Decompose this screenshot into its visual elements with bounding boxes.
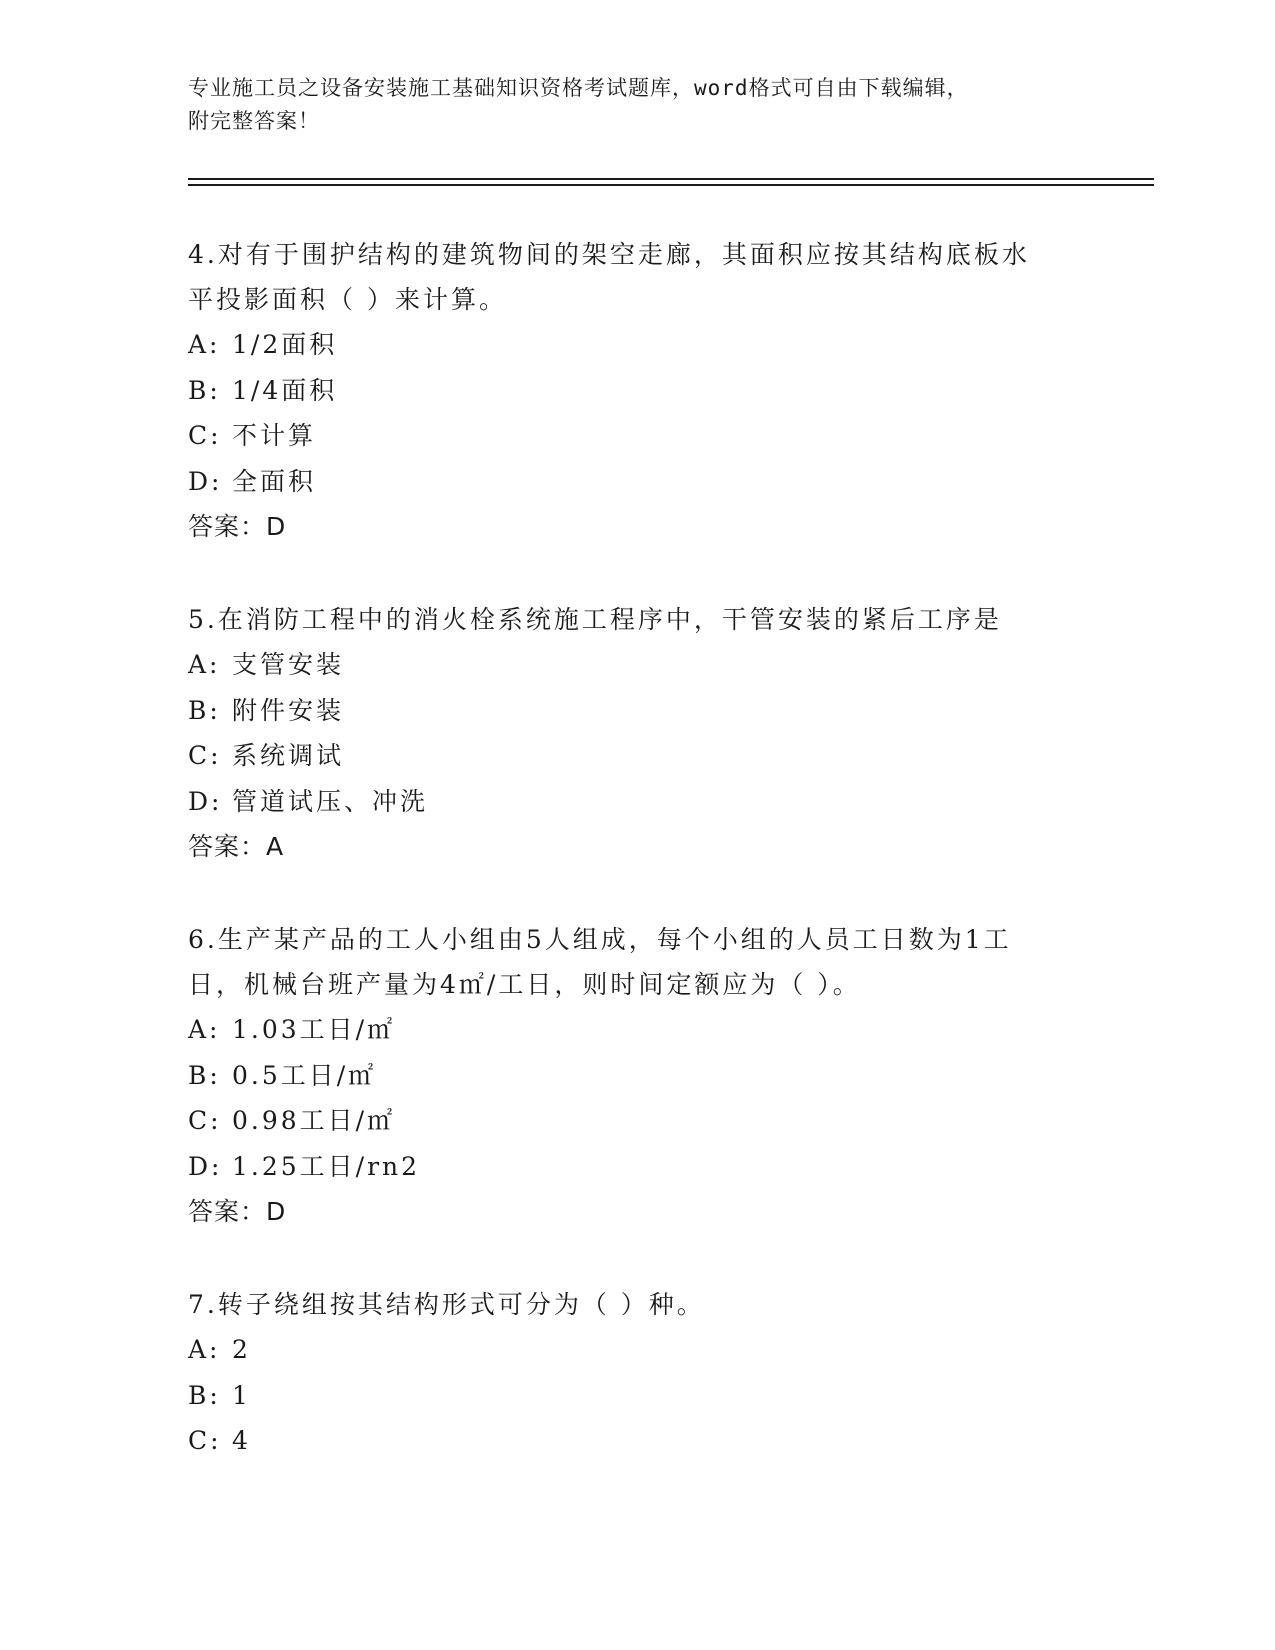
question-7 [188, 1282, 1088, 1464]
header-line-2: 附完整答案！ [188, 109, 320, 133]
option-c [188, 413, 1088, 459]
question-stem-line: 日，机械台班产量为4㎡/工日，则时间定额应为（ ）。 [188, 970, 861, 999]
option-text: 1.25工日/rn2 [232, 1151, 421, 1181]
option-a [188, 1007, 1088, 1053]
option-text: 支管安装 [232, 650, 345, 679]
option-a [188, 642, 1088, 688]
option-letter: A: [188, 1015, 221, 1044]
option-letter: B: [188, 695, 221, 725]
option-letter: C: [188, 1426, 222, 1455]
option-letter: D: [188, 466, 223, 496]
option-text: 0.98工日/㎡ [232, 1106, 396, 1135]
option-letter: B: [188, 1060, 221, 1090]
option-b [188, 1053, 1088, 1099]
option-text: 全面积 [232, 466, 317, 496]
option-c [188, 733, 1088, 779]
option-letter: B: [188, 375, 221, 405]
answer-line: 答案：D [188, 512, 287, 541]
question-6 [188, 917, 1088, 1235]
option-text: 管道试压、冲洗 [232, 786, 429, 816]
option-letter: C: [188, 741, 222, 770]
option-c [188, 1418, 1088, 1464]
option-letter: C: [188, 421, 222, 450]
option-b [188, 1373, 1088, 1419]
option-text: 1/2面积 [232, 330, 338, 359]
option-text: 1.03工日/㎡ [232, 1015, 396, 1044]
answer-line: 答案：D [188, 1197, 287, 1226]
question-stem-line: 6.生产某产品的工人小组由5人组成，每个小组的人员工日数为1工 [188, 925, 1012, 954]
option-text: 4 [232, 1426, 251, 1455]
question-stem-line: 平投影面积（ ）来计算。 [188, 285, 507, 314]
option-text: 附件安装 [232, 695, 345, 725]
option-letter: A: [188, 1335, 221, 1364]
option-letter: D: [188, 1151, 223, 1181]
option-text: 系统调试 [232, 741, 345, 770]
question-4 [188, 232, 1088, 550]
option-d [188, 1144, 1088, 1190]
option-letter: B: [188, 1380, 221, 1410]
option-b [188, 688, 1088, 734]
header-divider-bottom [188, 184, 1154, 186]
option-text: 1/4面积 [232, 375, 338, 405]
option-a [188, 1327, 1088, 1373]
option-d [188, 459, 1088, 505]
option-letter: C: [188, 1106, 222, 1135]
option-d [188, 779, 1088, 825]
header-line-1: 专业施工员之设备安装施工基础知识资格考试题库，word格式可自由下载编辑， [188, 76, 969, 100]
option-letter: D: [188, 786, 223, 816]
question-stem-line: 4.对有于围护结构的建筑物间的架空走廊，其面积应按其结构底板水 [188, 240, 1030, 269]
option-letter: A: [188, 650, 221, 679]
header-divider-top [188, 178, 1154, 180]
option-text: 2 [232, 1335, 251, 1364]
option-text: 0.5工日/㎡ [232, 1060, 377, 1090]
option-text: 不计算 [232, 421, 317, 450]
question-5 [188, 597, 1088, 870]
option-letter: A: [188, 330, 221, 359]
option-c [188, 1098, 1088, 1144]
option-a [188, 322, 1088, 368]
option-text: 1 [232, 1380, 251, 1410]
question-stem-line: 7.转子绕组按其结构形式可分为（ ）种。 [188, 1290, 705, 1319]
answer-line: 答案：A [188, 832, 285, 861]
option-b [188, 368, 1088, 414]
question-stem-line: 5.在消防工程中的消火栓系统施工程序中，干管安装的紧后工序是 [188, 605, 1002, 634]
document-header [188, 72, 1068, 138]
